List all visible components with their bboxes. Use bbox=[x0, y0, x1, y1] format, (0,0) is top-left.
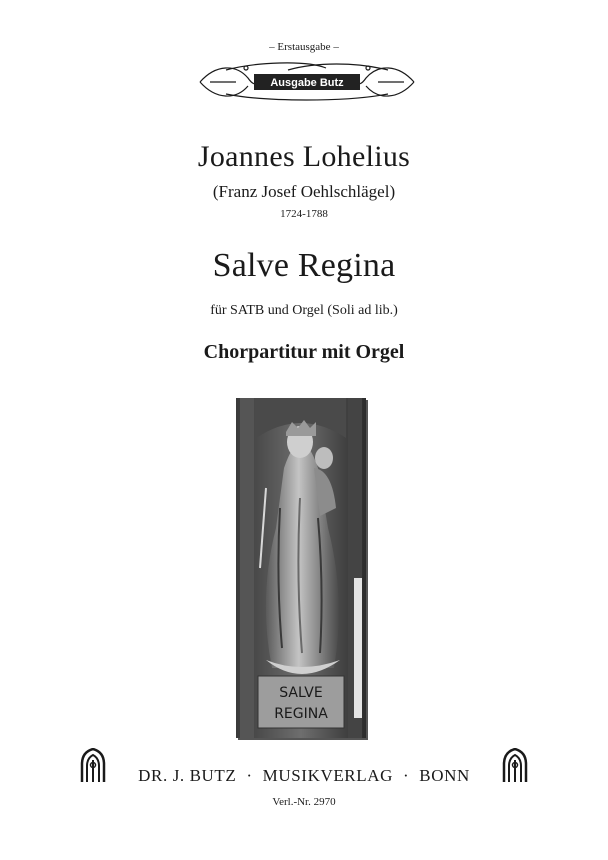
plinth-inscription-line2: REGINA bbox=[274, 706, 328, 722]
series-label: Ausgabe Butz bbox=[270, 77, 344, 89]
madonna-statue-photo bbox=[236, 398, 366, 738]
publisher-label: MUSIKVERLAG bbox=[262, 766, 393, 785]
work-title: Salve Regina bbox=[212, 247, 396, 284]
separator-dot: · bbox=[402, 766, 410, 785]
series-ornament bbox=[196, 60, 418, 104]
publisher-name: DR. J. BUTZ bbox=[138, 766, 237, 785]
separator-dot: · bbox=[246, 766, 253, 785]
publisher-city: BONN bbox=[419, 766, 470, 785]
plinth-inscription-line1: SALVE bbox=[279, 685, 323, 701]
edition-type: Chorpartitur mit Orgel bbox=[203, 341, 405, 363]
composer-real-name: (Franz Josef Oehlschlägel) bbox=[212, 182, 396, 201]
work-scoring: für SATB und Orgel (Soli ad lib.) bbox=[210, 303, 398, 318]
edition-note: – Erstausgabe – bbox=[269, 41, 339, 53]
composer-dates: 1724-1788 bbox=[280, 208, 328, 220]
gothic-arch-icon bbox=[502, 748, 528, 782]
composer-name: Joannes Lohelius bbox=[197, 140, 411, 173]
catalog-number: Verl.-Nr. 2970 bbox=[272, 796, 336, 808]
